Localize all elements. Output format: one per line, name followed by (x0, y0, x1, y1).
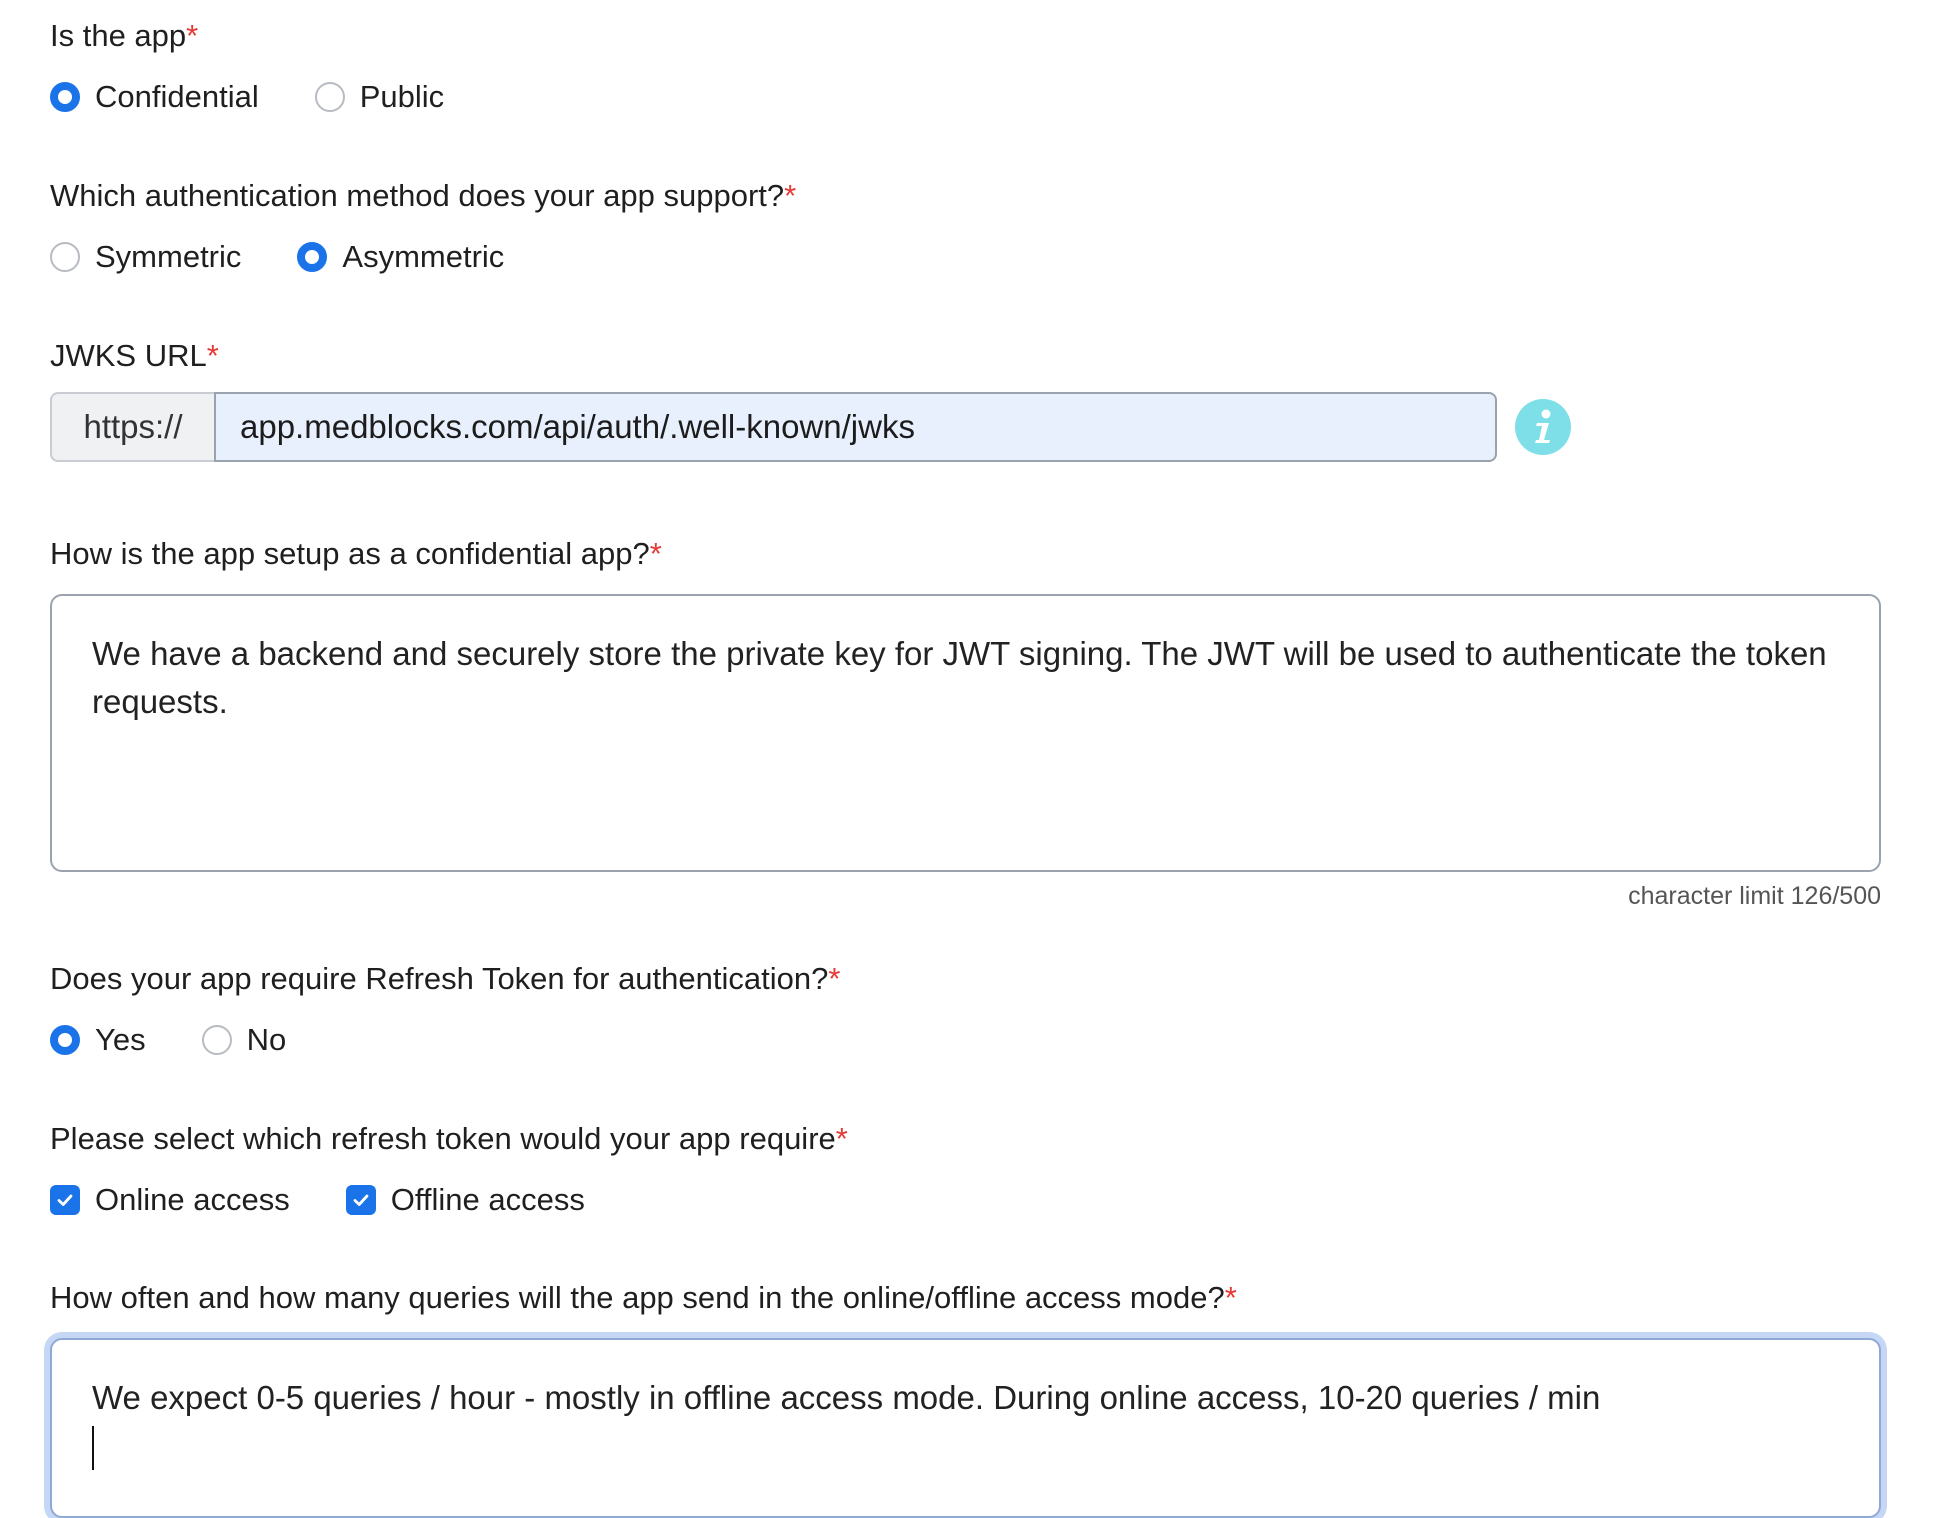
refresh-token-type-question (50, 1119, 848, 1159)
radio-public[interactable] (315, 79, 444, 115)
auth-method-question (50, 176, 796, 216)
checkbox-online-access[interactable] (50, 1182, 290, 1218)
radio-label: Symmetric (95, 239, 242, 274)
radio-yes[interactable] (50, 1022, 146, 1058)
auth-method-options (50, 239, 560, 275)
radio-label: Asymmetric (342, 239, 505, 274)
auth-method-label: Which authentication method does your app support? (50, 178, 785, 213)
radio-button[interactable] (202, 1025, 232, 1055)
required-asterisk: * (835, 1121, 848, 1156)
query-frequency-textarea[interactable] (50, 1338, 1881, 1518)
refresh-token-options (50, 1022, 342, 1058)
info-icon[interactable] (1515, 399, 1571, 455)
radio-button[interactable] (297, 242, 327, 272)
refresh-token-type-label: Please select which refresh token would your app require (50, 1121, 836, 1156)
text-caret (92, 1426, 94, 1470)
app-type-label: Is the app (50, 18, 187, 53)
jwks-url-field (50, 392, 1497, 462)
refresh-token-type-options (50, 1182, 641, 1218)
radio-label: Confidential (95, 79, 259, 114)
character-limit-counter: character limit 126/500 (1628, 882, 1881, 910)
app-type-options (50, 79, 500, 115)
required-asterisk: * (828, 961, 841, 996)
query-frequency-question (50, 1278, 1237, 1318)
radio-no[interactable] (202, 1022, 287, 1058)
radio-button[interactable] (50, 242, 80, 272)
radio-button[interactable] (50, 82, 80, 112)
checkmark-icon (55, 1190, 75, 1210)
radio-label: Public (359, 79, 445, 114)
refresh-token-question (50, 959, 840, 999)
confidential-setup-textarea[interactable] (50, 594, 1881, 872)
radio-symmetric[interactable] (50, 239, 241, 275)
checkbox-offline-access[interactable] (346, 1182, 585, 1218)
radio-label: No (246, 1022, 287, 1057)
jwks-url-label: JWKS URL (50, 338, 207, 373)
query-frequency-label: How often and how many queries will the app send in the online/offline access mode? (50, 1280, 1225, 1315)
required-asterisk: * (186, 18, 199, 53)
required-asterisk: * (206, 338, 219, 373)
radio-button[interactable] (315, 82, 345, 112)
required-asterisk: * (784, 178, 797, 213)
app-type-question (50, 16, 198, 56)
required-asterisk: * (649, 536, 662, 571)
query-frequency-text: We expect 0-5 queries / hour - mostly in offline access mode. During online access, 10-20 queries / min (92, 1379, 1601, 1416)
checkbox-label: Offline access (390, 1182, 585, 1217)
radio-button[interactable] (50, 1025, 80, 1055)
info-glyph (1528, 408, 1558, 446)
confidential-setup-question (50, 534, 662, 574)
url-prefix-addon: https:// (50, 392, 214, 462)
checkbox[interactable] (346, 1185, 376, 1215)
jwks-url-question (50, 336, 219, 376)
radio-confidential[interactable] (50, 79, 259, 115)
checkbox[interactable] (50, 1185, 80, 1215)
checkbox-label: Online access (95, 1182, 290, 1217)
radio-asymmetric[interactable] (297, 239, 504, 275)
refresh-token-label: Does your app require Refresh Token for authentication? (50, 961, 829, 996)
required-asterisk: * (1224, 1280, 1237, 1315)
confidential-setup-label: How is the app setup as a confidential app? (50, 536, 650, 571)
radio-label: Yes (95, 1022, 146, 1057)
jwks-url-input[interactable] (214, 392, 1497, 462)
checkmark-icon (351, 1190, 371, 1210)
